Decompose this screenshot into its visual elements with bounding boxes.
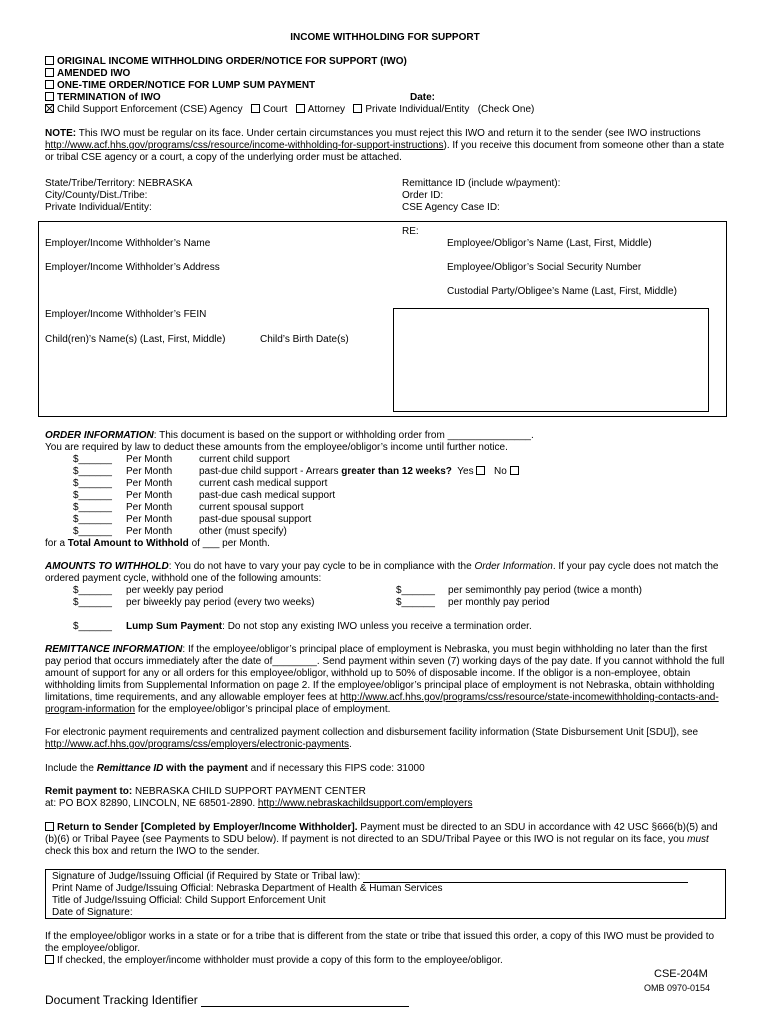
amounts-to-withhold: AMOUNTS TO WITHHOLD: You do not have to vary your pay cycle to be in compliance with the Order Information. If your pay cycle does not match the ordered payment cycle, withhold one of the following amounts: (45, 561, 719, 584)
checkbox-icon[interactable] (45, 822, 54, 831)
checkbox-checked-icon[interactable] (45, 104, 54, 113)
sender-row (45, 104, 534, 116)
semimonthly-label: per semimonthly pay period (twice a month) (448, 585, 642, 596)
weekly-label: per weekly pay period (126, 585, 224, 596)
electronic-payments-link[interactable]: http://www.acf.hhs.gov/programs/css/employers/electronic-payments (45, 739, 350, 750)
obligor-name-label: Employee/Obligor’s Name (Last, First, Middle) (447, 238, 652, 249)
sender-private: Private Individual/Entity (365, 104, 470, 115)
checkbox-icon[interactable] (476, 466, 485, 475)
biweekly-label: per biweekly pay period (every two weeks) (126, 597, 315, 608)
re-label: RE: (402, 226, 419, 237)
include-remittance-id: Include the Remittance ID with the payment and if necessary this FIPS code: 31000 (45, 763, 425, 774)
sender-attorney: Attorney (307, 104, 346, 115)
checkbox-icon[interactable] (45, 56, 54, 65)
withholding-contacts-link[interactable]: http://www.acf.hhs.gov/programs/css/resource/state-incomewithholding-contacts-and-program-information (45, 692, 719, 715)
return-to-sender: Return to Sender [Completed by Employer/Income Withholder]. Payment must be directed to an SDU in accordance with 42 USC §666(b)(5) and (b)(6) or Tribal Payee (see Payments to SDU below). If payment is not directed to an SDU/Tribal Payee or this IWO is not regular on its face, you must check this box and return the IWO to the sender. (45, 822, 718, 857)
note-paragraph: NOTE: This IWO must be regular on its face. Under certain circumstances you must reject this IWO and return it to the sender (see IWO instructions http://www.acf.hhs.gov/programs/css/resource/income-withholding-for-support-instructions). If you receive this document from someone other than a state or tribal CSE agency or a court, a copy of the underlying order must be attached. (45, 128, 725, 163)
case-id: CSE Agency Case ID: (402, 202, 500, 213)
sender-court: Court (263, 104, 288, 115)
obligee-inner-box (393, 308, 709, 412)
remittance-id: Remittance ID (include w/payment): (402, 178, 561, 189)
option-original[interactable]: ORIGINAL INCOME WITHHOLDING ORDER/NOTICE FOR SUPPORT (IWO) (45, 56, 407, 68)
tracking-identifier: Document Tracking Identifier (45, 993, 409, 1007)
instructions-link[interactable]: http://www.acf.hhs.gov/programs/css/resource/income-withholding-for-support-instructions (45, 140, 444, 151)
checkbox-icon[interactable] (510, 466, 519, 475)
sender-cse: Child Support Enforcement (CSE) Agency (57, 104, 243, 115)
remittance-information: REMITTANCE INFORMATION: If the employee/obligor’s principal place of employment is Nebraska, you must begin withholding no later than the first pay period that occurs immediately after the date of________. Send payment within seven (7) working days of the pay date. If you cannot withhold the full amount of support for any or all orders for this employee/obligor, withhold up to 50% of disposable income. If the obligor is a non-employee, obtain withholding limits from Supplemental Information on page 2. If the employee/obligor’s principal place of employment is not Nebraska, obtain withholding limitations, time requirements, and any allowable employer fees at http://www.acf.hhs.gov/programs/css/resource/state-incomewithholding-contacts-and-program-information for the employee/obligor’s principal place of employment. (45, 644, 725, 715)
checkbox-icon[interactable] (251, 104, 260, 113)
signature-blank[interactable] (363, 872, 688, 883)
checkbox-icon[interactable] (45, 955, 54, 964)
print-name: Print Name of Judge/Issuing Official: Nebraska Department of Health & Human Services (52, 883, 443, 894)
employer-name-label: Employer/Income Withholder’s Name (45, 238, 211, 249)
page-title: INCOME WITHHOLDING FOR SUPPORT (290, 32, 480, 43)
employer-fein-label: Employer/Income Withholder’s FEIN (45, 309, 207, 320)
omb-number: OMB 0970-0154 (644, 983, 711, 993)
order-information: ORDER INFORMATION: This document is based on the support or withholding order from _______________. (45, 430, 534, 441)
remit-payment-to: Remit payment to: NEBRASKA CHILD SUPPORT PAYMENT CENTER (45, 786, 366, 797)
lump-sum: Lump Sum Payment: Do not stop any existing IWO unless you receive a termination order. (126, 621, 532, 632)
total-amount: for a Total Amount to Withhold of ___ per Month. (45, 538, 270, 549)
signature-date: Date of Signature: (52, 907, 133, 918)
option-amended[interactable]: AMENDED IWO (45, 68, 130, 80)
option-one-time[interactable]: ONE-TIME ORDER/NOTICE FOR LUMP SUM PAYMENT (45, 80, 315, 92)
checkbox-icon[interactable] (296, 104, 305, 113)
employer-address-label: Employer/Income Withholder’s Address (45, 262, 220, 273)
state-territory: State/Tribe/Territory: NEBRASKA (45, 178, 193, 189)
order-id: Order ID: (402, 190, 444, 201)
official-title: Title of Judge/Issuing Official: Child Support Enforcement Unit (52, 895, 326, 906)
form-id: CSE-204M (654, 968, 708, 980)
electronic-payment: For electronic payment requirements and centralized payment collection and disbursement facility information (State Disbursement Unit [SDU]), see http://www.acf.hhs.gov/programs/css/employers/electronic-payments. (45, 727, 699, 750)
footer-checked: If checked, the employer/income withholder must provide a copy of this form to the employee/obligor. (45, 955, 503, 967)
birth-date-label: Child’s Birth Date(s) (260, 334, 349, 345)
monthly-label: per monthly pay period (448, 597, 550, 608)
checkbox-icon[interactable] (45, 68, 54, 77)
check-one-label: (Check One) (477, 104, 535, 115)
order-line2: You are required by law to deduct these amounts from the employee/obligor’s income until further notice. (45, 442, 508, 453)
tracking-blank[interactable] (201, 994, 409, 1007)
checkbox-icon[interactable] (353, 104, 362, 113)
date-label: Date: (410, 92, 436, 103)
checkbox-icon[interactable] (45, 92, 54, 101)
children-label: Child(ren)’s Name(s) (Last, First, Middle) (45, 334, 226, 345)
city-county: City/County/Dist./Tribe: (45, 190, 148, 201)
footer-notice: If the employee/obligor works in a state or for a tribe that is different from the state or tribe that issued this order, a copy of this IWO must be provided to the employee/obligor. (45, 931, 715, 954)
nebraska-employers-link[interactable]: http://www.nebraskachildsupport.com/employers (257, 798, 473, 809)
remit-address: at: PO BOX 82890, LINCOLN, NE 68501-2890. http://www.nebraskachildsupport.com/employers (45, 798, 473, 809)
private-entity: Private Individual/Entity: (45, 202, 152, 213)
obligor-ssn-label: Employee/Obligor’s Social Security Number (447, 262, 642, 273)
signature-line: Signature of Judge/Issuing Official (if Required by State or Tribal law): (52, 871, 688, 883)
option-termination[interactable]: TERMINATION of IWO (45, 92, 161, 104)
custodial-label: Custodial Party/Obligee’s Name (Last, First, Middle) (447, 286, 677, 297)
checkbox-icon[interactable] (45, 80, 54, 89)
